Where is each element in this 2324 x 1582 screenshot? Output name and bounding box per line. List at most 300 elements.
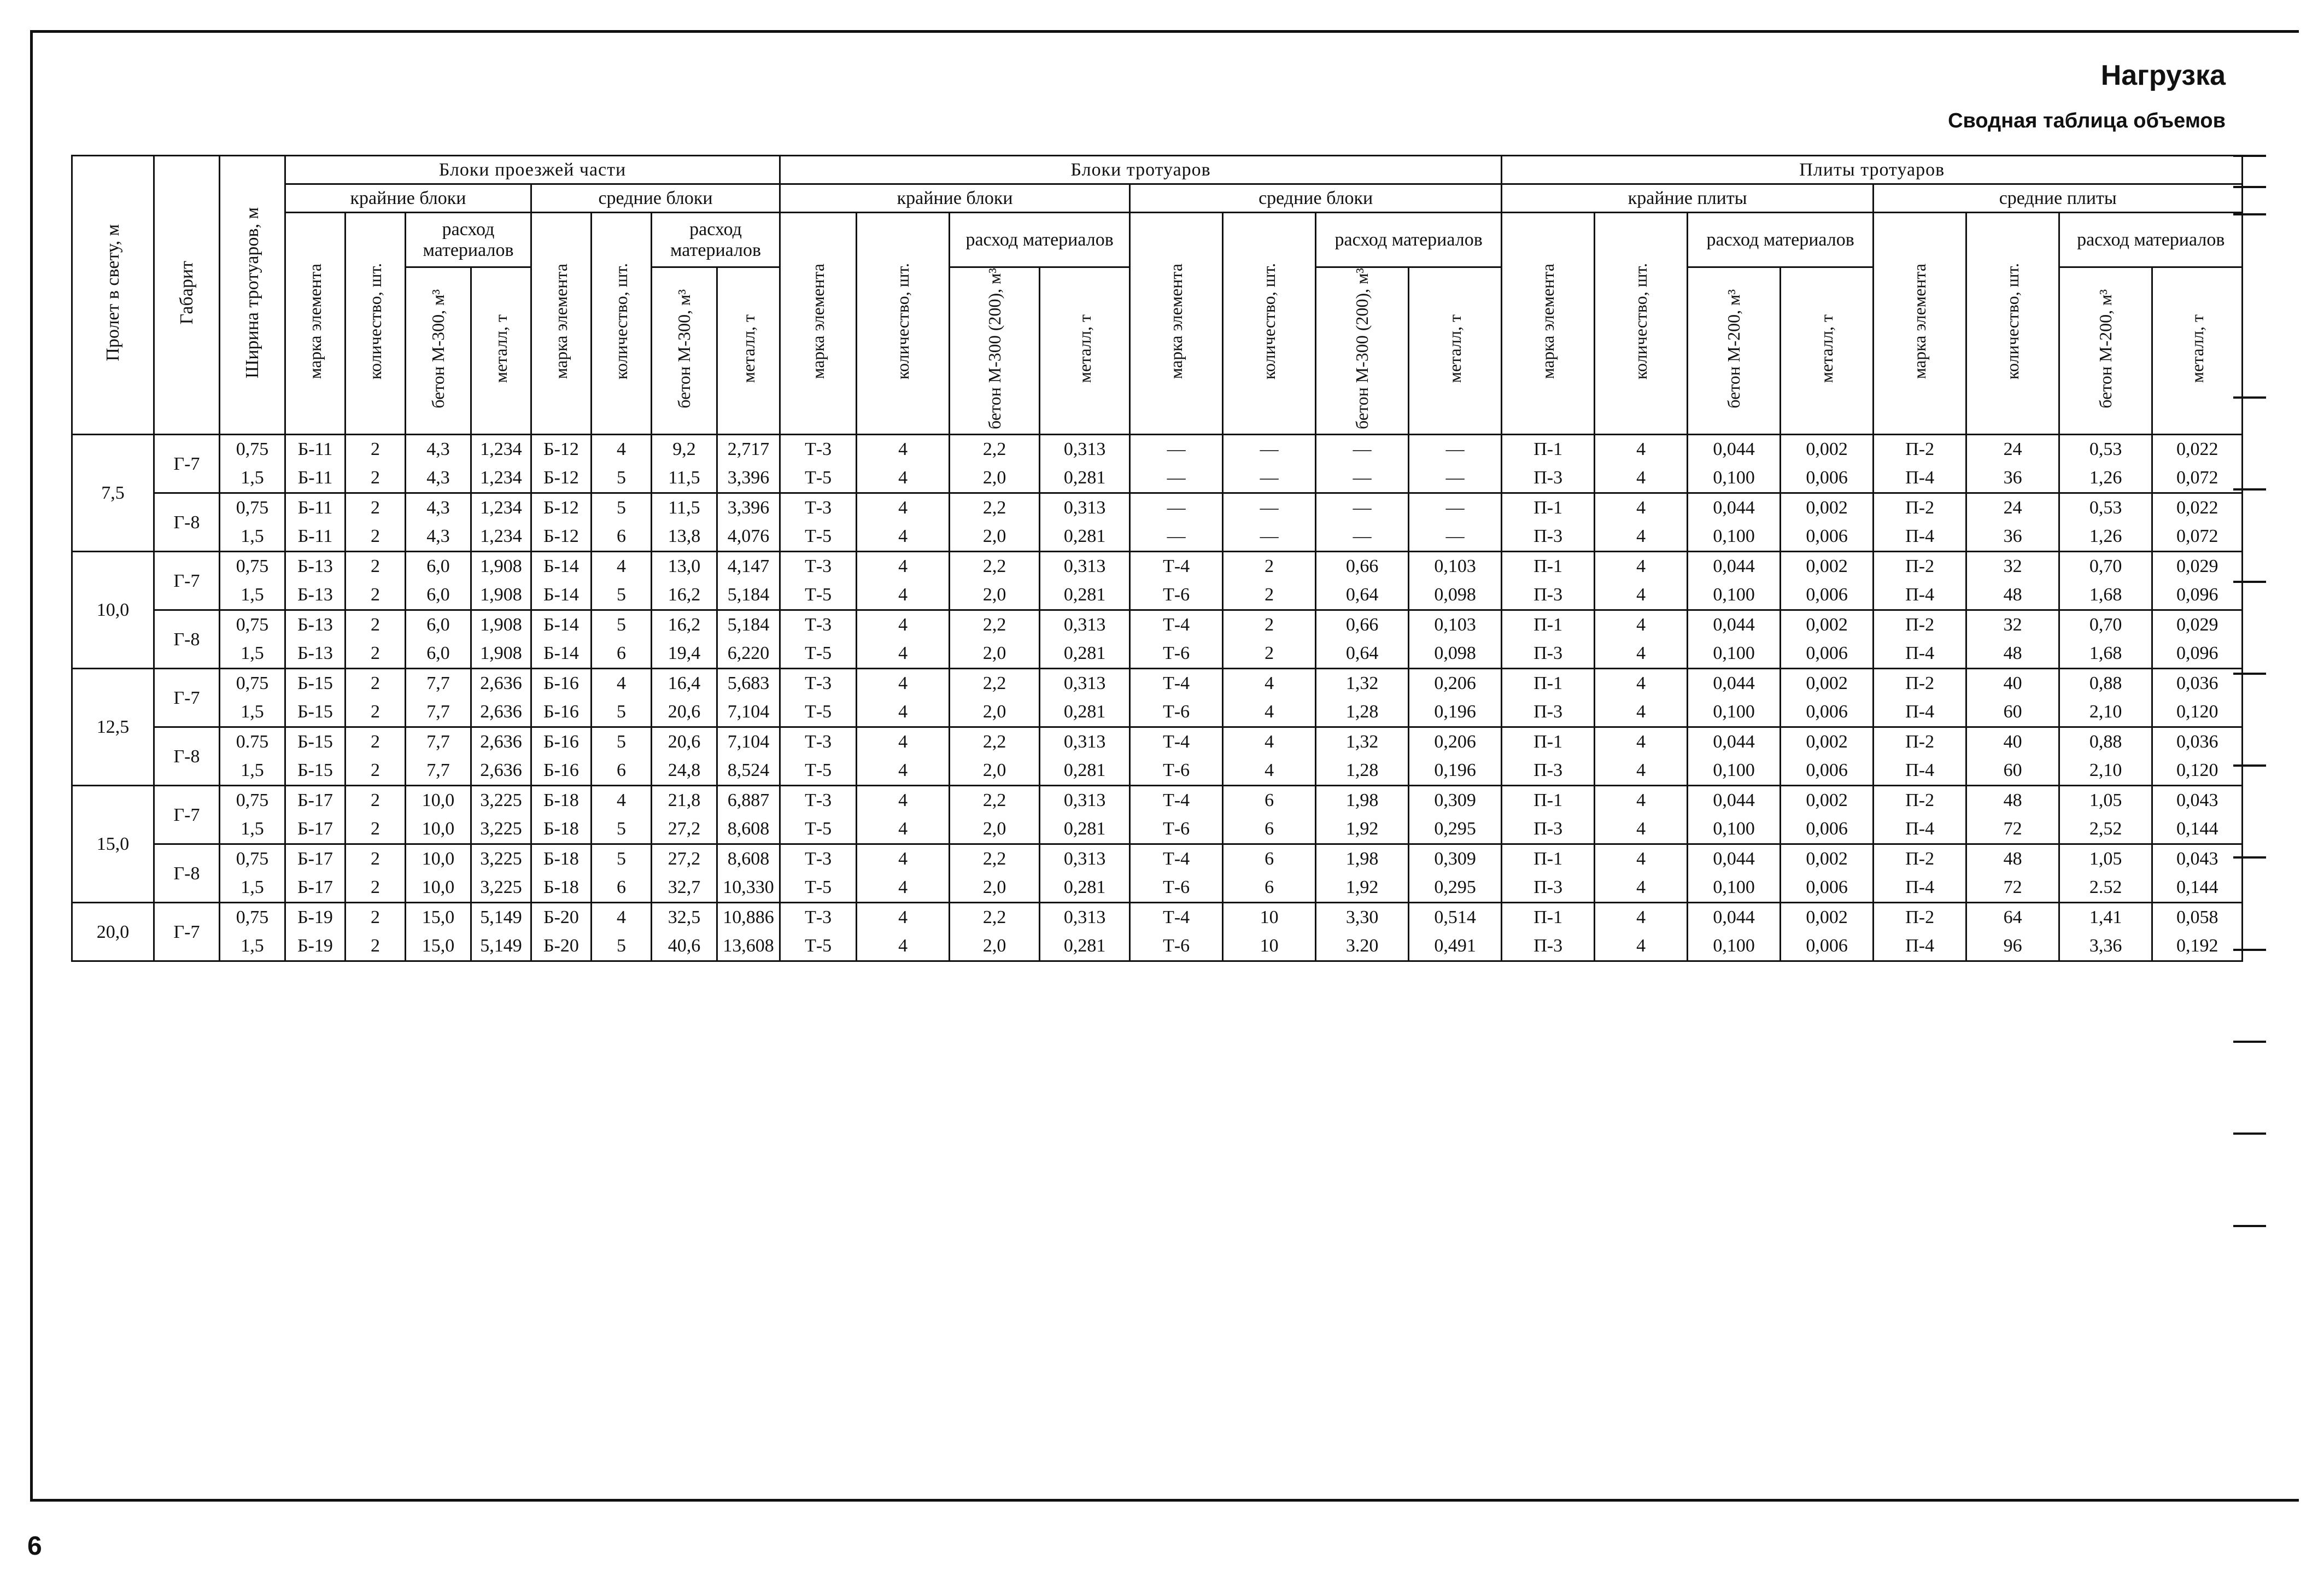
cell-value: 72 [2003,819,2022,839]
header-middle-slabs: средние плиты [1874,184,2243,213]
table-cell [1595,844,1688,903]
cell-value: 1,5 [241,468,264,488]
table-cell [1223,435,1316,493]
cell-value: 0,75 [236,615,269,635]
table-cell [1966,610,2059,669]
table-cell [346,669,406,727]
table-cell [471,669,531,727]
cell-value: 5,683 [727,673,770,694]
cell-value: 64 [2003,907,2022,928]
table-cell [1409,844,1502,903]
cell-value: — [1353,439,1372,460]
cell-value: Б-15 [297,702,333,722]
cell-value: П-2 [1905,673,1935,694]
cell-value: 0,029 [2176,615,2218,635]
cell-value: 0,75 [236,673,269,694]
table-cell [1316,610,1409,669]
header-road-blocks: Блоки проезжей части [285,156,780,184]
cell-value: 0,66 [1345,615,1379,635]
header-element-mark: марка элемента [531,213,592,435]
header-quantity: количество, шт. [1223,213,1316,435]
cell-value: 8,608 [727,849,770,869]
cell-value: Б-17 [297,877,333,898]
header-concrete: бетон М-200, м³ [2059,267,2152,435]
cell-value: Б-12 [543,498,579,518]
page-number: 6 [27,1532,42,1561]
cell-value: — [1167,468,1186,488]
cell-value: 2 [371,702,380,722]
cell-value: 10,330 [723,877,774,898]
header-materials: расход материалов [1316,213,1502,267]
cell-value: 4 [617,556,626,577]
table-cell [346,727,406,786]
table-cell [592,552,652,610]
table-cell [406,844,471,903]
table-cell [2059,610,2152,669]
cell-value: 2,0 [982,702,1006,722]
cell-value: 2 [371,673,380,694]
cell-value: 4,3 [426,526,450,547]
cell-value: 1,26 [2089,526,2122,547]
cell-value: 0,192 [2176,936,2218,956]
cell-value: 0,058 [2176,907,2218,928]
table-cell [346,844,406,903]
table-cell [531,435,592,493]
cell-value: 7,104 [727,732,770,752]
table-cell [1595,552,1688,610]
cell-value: Т-4 [1163,849,1190,869]
table-cell [1966,786,2059,844]
table-cell [652,669,717,727]
cell-value: 0,006 [1806,468,1848,488]
cell-value: 5 [617,498,626,518]
cell-value: П-1 [1533,790,1563,811]
table-cell [1130,552,1223,610]
cell-value: 2,0 [982,526,1006,547]
cell-value: Б-16 [543,732,579,752]
header-sidewalk-blocks: Блоки тротуаров [780,156,1502,184]
table-cell [950,903,1040,961]
cell-value: Б-11 [297,468,333,488]
cell-value: 5 [617,585,626,605]
cell-value: 48 [2003,585,2022,605]
cell-value: 5 [617,819,626,839]
header-element-mark: марка элемента [1874,213,1966,435]
cell-value: 24 [2003,439,2022,460]
table-cell [1781,903,1874,961]
cell-value: 15,0 [422,936,455,956]
cell-value: 2 [371,732,380,752]
table-cell [1040,610,1130,669]
cell-value: Т-5 [805,526,832,547]
cell-value: 0,043 [2176,790,2218,811]
cell-value: 16,4 [668,673,701,694]
cell-value: 6 [617,526,626,547]
cell-value: 0,313 [1063,849,1106,869]
cell-value: 4 [898,936,908,956]
cell-value: Т-6 [1163,702,1190,722]
cell-value: 0,281 [1063,526,1106,547]
table-cell [285,493,346,552]
table-cell [1595,435,1688,493]
table-cell [1502,669,1595,727]
cell-value: 8,524 [727,760,770,781]
page-title: Нагрузка [2100,60,2226,91]
cell-value: 0.75 [236,732,269,752]
table-cell [1874,669,1966,727]
table-cell [780,903,857,961]
cell-value: 2 [371,468,380,488]
table-cell [1040,903,1130,961]
table-cell [2152,669,2243,727]
table-cell [1688,610,1781,669]
cell-value: П-2 [1905,849,1935,869]
table-cell [592,669,652,727]
cell-value: 0,044 [1713,439,1755,460]
cell-value: 13,0 [668,556,701,577]
table-cell [592,727,652,786]
table-cell [1874,727,1966,786]
table-cell [2059,844,2152,903]
table-cell [717,786,780,844]
table-cell [857,844,950,903]
header-materials: расход материалов [950,213,1130,267]
table-cell [1409,493,1502,552]
cell-value: 3,225 [480,877,522,898]
cell-value: 4 [617,673,626,694]
cell-value: 4 [898,790,908,811]
cell-value: 15,0 [422,907,455,928]
cell-value: 2,2 [982,673,1006,694]
table-cell [1874,610,1966,669]
cell-value: П-1 [1533,907,1563,928]
table-cell [950,493,1040,552]
table-cell [1316,493,1409,552]
table-cell [592,786,652,844]
cell-value: 0,75 [236,439,269,460]
margin-tick [2233,1132,2266,1135]
cell-value: Б-11 [297,498,333,518]
table-cell [346,493,406,552]
cell-value: 2,0 [982,760,1006,781]
table-caption: Сводная таблица объемов [1948,109,2226,132]
cell-value: Т-3 [805,907,832,928]
cell-value: 4,147 [727,556,770,577]
table-cell [2152,435,2243,493]
table-cell [1316,903,1409,961]
table-cell [1316,786,1409,844]
table-cell [1040,727,1130,786]
cell-value: 0,295 [1434,819,1476,839]
cell-value: П-4 [1905,760,1935,781]
cell-value: 10 [1260,936,1279,956]
cell-value: 0,096 [2176,643,2218,664]
table-cell [2059,786,2152,844]
cell-value: 0,491 [1434,936,1476,956]
table-cell [285,844,346,903]
table-cell [950,786,1040,844]
cell-value: 0,53 [2089,498,2122,518]
table-cell [406,493,471,552]
table-cell [1223,727,1316,786]
cell-value: 4 [898,760,908,781]
table-cell [346,435,406,493]
cell-value: 10,0 [422,849,455,869]
cell-value: 0,53 [2089,439,2122,460]
table-cell [857,610,950,669]
table-cell [1781,493,1874,552]
cell-value: 4 [898,877,908,898]
table-cell [1130,727,1223,786]
table-cell [592,903,652,961]
cell-value: 6,220 [727,643,770,664]
cell-value: 0,043 [2176,849,2218,869]
cell-value: 10 [1260,907,1279,928]
table-cell [1316,844,1409,903]
gabarit-cell: Г-8 [154,844,220,903]
cell-value: 4 [1265,673,1274,694]
cell-value: 1,5 [241,643,264,664]
cell-value: 4 [1265,760,1274,781]
cell-value: 24 [2003,498,2022,518]
cell-value: 2 [371,526,380,547]
cell-value: 4 [1636,498,1646,518]
cell-value: 1,28 [1345,702,1379,722]
cell-value: Б-12 [543,526,579,547]
table-cell [346,552,406,610]
cell-value: Т-3 [805,615,832,635]
cell-value: 5 [617,732,626,752]
table-cell [780,669,857,727]
cell-value: 4 [1636,702,1646,722]
table-cell [780,786,857,844]
cell-value: 2 [1265,556,1274,577]
cell-value: 0,002 [1806,439,1848,460]
cell-value: Т-6 [1163,936,1190,956]
table-cell [285,435,346,493]
table-cell [1781,669,1874,727]
cell-value: 0,006 [1806,877,1848,898]
cell-value: 2,2 [982,615,1006,635]
cell-value: 1,5 [241,936,264,956]
table-cell [220,610,285,669]
cell-value: 6 [1265,849,1274,869]
table-row [72,435,2243,493]
cell-value: 4 [898,819,908,839]
cell-value: П-1 [1533,849,1563,869]
cell-value: П-3 [1533,468,1563,488]
cell-value: П-4 [1905,936,1935,956]
cell-value: 0,044 [1713,732,1755,752]
table-cell [652,903,717,961]
header-element-mark: марка элемента [780,213,857,435]
header-edge-blocks: крайние блоки [285,184,531,213]
cell-value: Т-4 [1163,907,1190,928]
cell-value: 4 [1636,468,1646,488]
gabarit-cell: Г-7 [154,786,220,844]
table-cell [1781,786,1874,844]
cell-value: — [1260,498,1279,518]
table-cell [652,727,717,786]
table-cell [1502,844,1595,903]
cell-value: Б-17 [297,819,333,839]
cell-value: 2 [371,643,380,664]
cell-value: 0,281 [1063,819,1106,839]
cell-value: Б-14 [543,615,579,635]
table-cell [1966,903,2059,961]
table-cell [346,786,406,844]
table-cell [346,903,406,961]
cell-value: Б-18 [543,877,579,898]
cell-value: Т-4 [1163,732,1190,752]
table-cell [1502,727,1595,786]
cell-value: 27,2 [668,819,701,839]
cell-value: 32,7 [668,877,701,898]
table-cell [2152,493,2243,552]
span-cell: 7,5 [72,435,154,552]
cell-value: Т-5 [805,936,832,956]
cell-value: Б-19 [297,907,333,928]
cell-value: 0,100 [1713,760,1755,781]
cell-value: Т-5 [805,702,832,722]
cell-value: 2,0 [982,585,1006,605]
cell-value: Б-13 [297,643,333,664]
cell-value: 1,68 [2089,643,2122,664]
table-cell [1874,435,1966,493]
cell-value: — [1353,468,1372,488]
table-cell [471,727,531,786]
cell-value: 0,144 [2176,877,2218,898]
margin-tick [2233,1041,2266,1043]
table-cell [1502,786,1595,844]
cell-value: 1,908 [480,643,522,664]
table-cell [1966,552,2059,610]
cell-value: 0,88 [2089,673,2122,694]
cell-value: 0,206 [1434,673,1476,694]
table-cell [346,610,406,669]
cell-value: П-4 [1905,643,1935,664]
table-cell [1595,610,1688,669]
cell-value: П-3 [1533,819,1563,839]
cell-value: 2 [371,556,380,577]
table-cell [1316,435,1409,493]
cell-value: 40,6 [668,936,701,956]
cell-value: 36 [2003,468,2022,488]
header-metal: металл, т [471,267,531,435]
table-cell [285,552,346,610]
cell-value: 2 [371,498,380,518]
table-cell [2152,786,2243,844]
cell-value: 4 [1265,702,1274,722]
table-cell [1874,786,1966,844]
cell-value: 0,002 [1806,615,1848,635]
cell-value: 0,75 [236,907,269,928]
cell-value: 27,2 [668,849,701,869]
table-cell [857,903,950,961]
cell-value: 0,281 [1063,936,1106,956]
gabarit-cell: Г-7 [154,435,220,493]
table-cell [652,786,717,844]
header-middle-blocks: средние блоки [531,184,780,213]
header-materials: расход материалов [2059,213,2243,267]
cell-value: 4 [1636,615,1646,635]
cell-value: 2,2 [982,907,1006,928]
cell-value: П-3 [1533,643,1563,664]
cell-value: 2 [371,790,380,811]
table-cell [1874,552,1966,610]
cell-value: 0,103 [1434,615,1476,635]
cell-value: 3,225 [480,849,522,869]
table-cell [717,552,780,610]
table-cell [1502,610,1595,669]
cell-value: 16,2 [668,615,701,635]
table-cell [1316,727,1409,786]
cell-value: 1,234 [480,468,522,488]
header-metal: металл, т [1409,267,1502,435]
table-cell [1781,727,1874,786]
table-cell [1130,669,1223,727]
cell-value: 4 [1636,760,1646,781]
cell-value: 0,100 [1713,702,1755,722]
cell-value: 0,100 [1713,877,1755,898]
cell-value: 1,234 [480,526,522,547]
cell-value: 3.20 [1345,936,1379,956]
header-element-mark: марка элемента [1130,213,1223,435]
cell-value: 7,104 [727,702,770,722]
table-cell [1040,493,1130,552]
cell-value: П-4 [1905,526,1935,547]
cell-value: 2 [371,760,380,781]
table-cell [717,610,780,669]
cell-value: Т-5 [805,819,832,839]
cell-value: 2,636 [480,702,522,722]
cell-value: П-2 [1905,439,1935,460]
cell-value: 2,636 [480,732,522,752]
table-row [72,493,2243,552]
table-cell [652,552,717,610]
cell-value: 2,52 [2089,819,2122,839]
cell-value: — [1445,468,1465,488]
table-cell [1688,435,1781,493]
cell-value: Т-5 [805,585,832,605]
header-concrete: бетон М-300, м³ [652,267,717,435]
cell-value: 72 [2003,877,2022,898]
header-concrete: бетон М-300 (200), м³ [950,267,1040,435]
cell-value: Т-3 [805,790,832,811]
cell-value: П-3 [1533,936,1563,956]
table-cell [717,727,780,786]
cell-value: 11,5 [668,498,700,518]
cell-value: 4 [898,673,908,694]
cell-value: 0,044 [1713,673,1755,694]
cell-value: 0,044 [1713,556,1755,577]
table-cell [1130,610,1223,669]
cell-value: Б-14 [543,643,579,664]
table-cell [1223,844,1316,903]
cell-value: 6,887 [727,790,770,811]
cell-value: 2,2 [982,732,1006,752]
table-cell [780,844,857,903]
cell-value: 5 [617,702,626,722]
cell-value: 7,7 [426,673,450,694]
cell-value: 32,5 [668,907,701,928]
cell-value: 20,6 [668,702,701,722]
table-cell [471,493,531,552]
cell-value: 0,281 [1063,585,1106,605]
cell-value: 2,636 [480,760,522,781]
cell-value: 4 [1636,732,1646,752]
table-cell [1781,844,1874,903]
